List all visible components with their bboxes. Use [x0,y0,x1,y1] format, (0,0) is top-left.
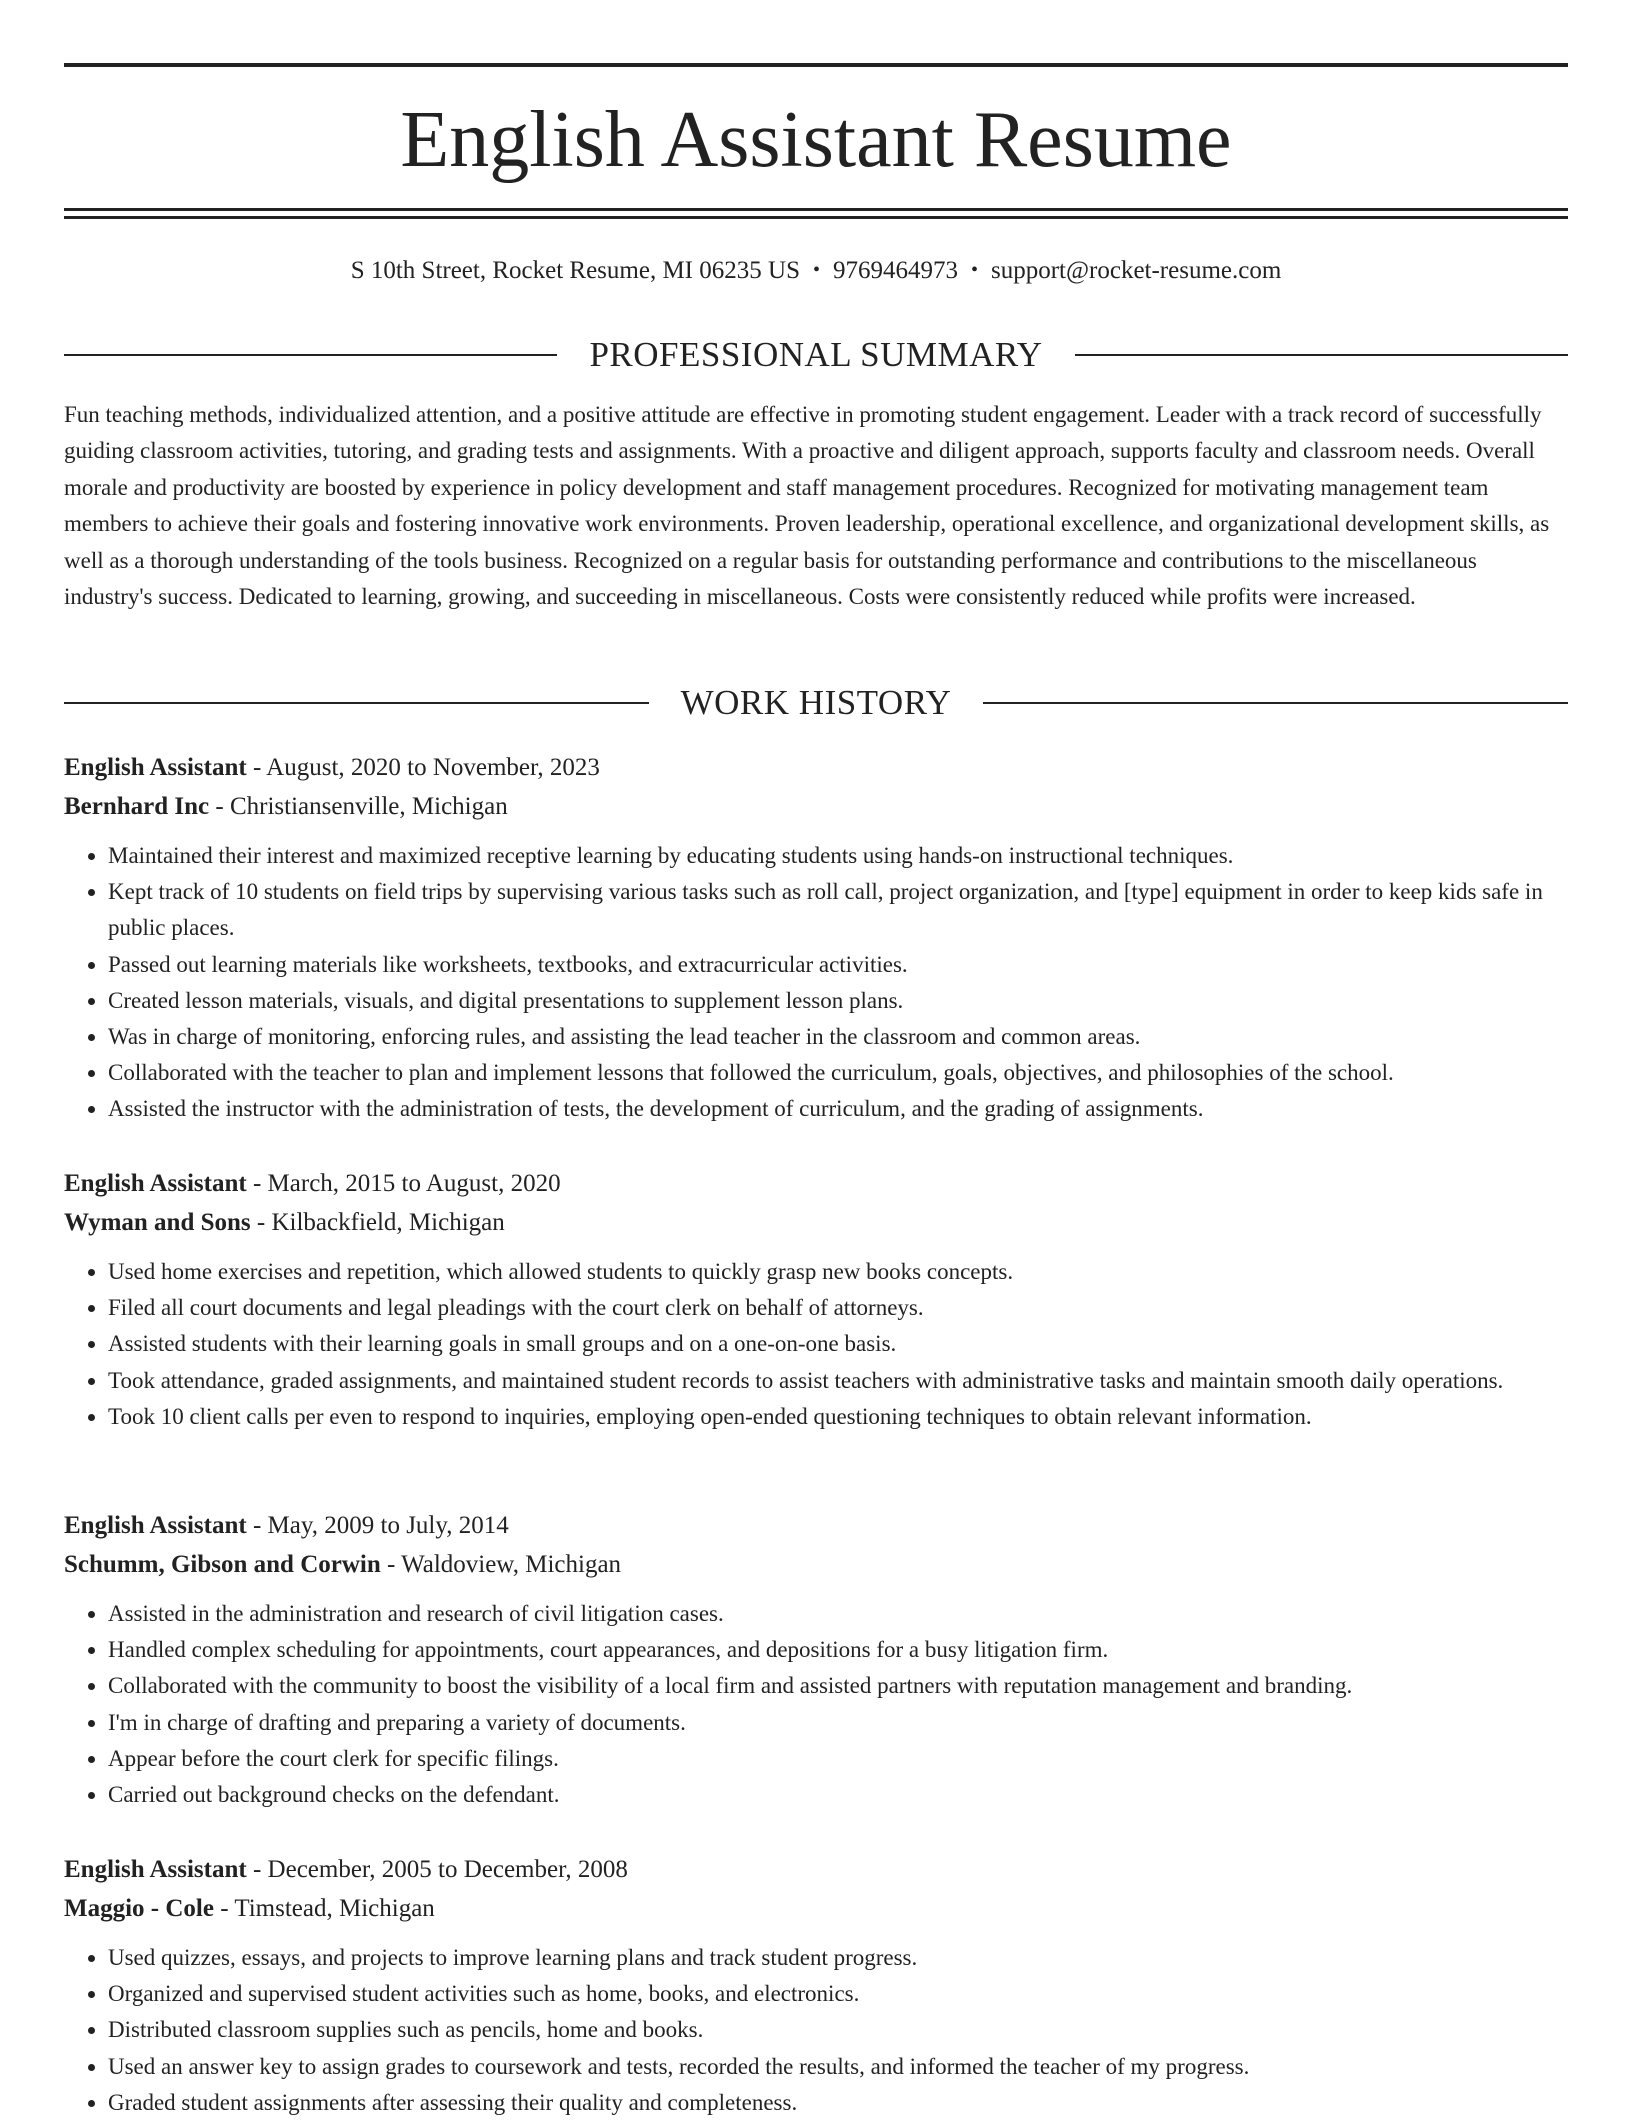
job-title-line [64,1164,1568,1203]
job-company: Wyman and Sons [64,1209,251,1236]
heading-rule-left [64,702,649,704]
heading-rule-right [1075,354,1568,356]
job-company: Maggio - Cole [64,1895,214,1922]
job-bullet: • Assisted the instructor with the administration of tests, the development of curriculum, and the grading of assignments. [108,1091,1568,1127]
job-company-line [64,1203,1568,1242]
job-bullet-list [64,838,1568,1128]
job-title-line [64,1850,1568,1889]
job-entry [64,748,1568,1128]
job-title: English Assistant [64,1856,247,1883]
job-company-line [64,1545,1568,1584]
job-bullet: • Appear before the court clerk for specific filings. [108,1741,1568,1777]
job-dates: - March, 2015 to August, 2020 [246,1170,561,1197]
work-history-heading [64,678,1568,728]
work-history-heading-label: WORK HISTORY [680,683,952,722]
job-title: English Assistant [64,754,247,781]
job-bullet: • Organized and supervised student activities such as home, books, and electronics. [108,1976,1568,2012]
job-title-line [64,1506,1568,1545]
job-bullet: • Kept track of 10 students on field trips by supervising various tasks such as roll call, project organization, and [type] equipment in order to keep kids safe in public places. [108,874,1568,946]
job-bullet: • Used quizzes, essays, and projects to improve learning plans and track student progress. [108,1940,1568,1976]
job-bullet: • Graded student assignments after assessing their quality and completeness. [108,2085,1568,2121]
job-bullet: • Collaborated with the teacher to plan and implement lessons that followed the curriculum, goals, objectives, and philosophies of the school. [108,1055,1568,1091]
job-location: - Waldoview, Michigan [380,1551,622,1578]
summary-heading-label: PROFESSIONAL SUMMARY [589,335,1043,374]
job-company-line [64,1889,1568,1928]
heading-rule-left [64,354,557,356]
job-bullet-list [64,1254,1568,1435]
job-entry [64,1164,1568,1435]
job-bullet: • I'm in charge of drafting and preparing a variety of documents. [108,1705,1568,1741]
job-title: English Assistant [64,1170,247,1197]
job-company-line [64,787,1568,826]
job-bullet: • Was in charge of monitoring, enforcing rules, and assisting the lead teacher in the classroom and common areas. [108,1019,1568,1055]
contact-line [64,253,1568,290]
job-bullet: • Distributed classroom supplies such as pencils, home and books. [108,2012,1568,2048]
job-bullet: • Assisted students with their learning goals in small groups and on a one-on-one basis. [108,1326,1568,1362]
job-bullet: • Filed all court documents and legal pleadings with the court clerk on behalf of attorneys. [108,1290,1568,1326]
job-bullet: • Passed out learning materials like worksheets, textbooks, and extracurricular activities. [108,947,1568,983]
contact-address: S 10th Street, Rocket Resume, MI 06235 US [350,257,800,284]
job-location: - Kilbackfield, Michigan [250,1209,505,1236]
page-title: English Assistant Resume [400,96,1232,184]
contact-email: support@rocket-resume.com [991,257,1282,284]
contact-separator: • [812,259,820,281]
job-bullet: • Took 10 client calls per even to respond to inquiries, employing open-ended questioning techniques to obtain relevant information. [108,1399,1568,1435]
job-location: - Christiansenville, Michigan [209,793,508,820]
summary-heading [64,330,1568,380]
job-bullet: • Used home exercises and repetition, which allowed students to quickly grasp new books concepts. [108,1254,1568,1290]
job-title: English Assistant [64,1512,247,1539]
job-bullet: • Collaborated with the community to boost the visibility of a local firm and assisted partners with reputation management and branding. [108,1668,1568,1704]
job-dates: - December, 2005 to December, 2008 [246,1856,628,1883]
contact-separator: • [970,259,978,281]
job-bullet: • Created lesson materials, visuals, and digital presentations to supplement lesson plans. [108,983,1568,1019]
job-bullet: • Assisted in the administration and research of civil litigation cases. [108,1596,1568,1632]
job-location: - Timstead, Michigan [213,1895,435,1922]
job-entry [64,1506,1568,1813]
job-bullet: • Used an answer key to assign grades to coursework and tests, recorded the results, and informed the teacher of my progress. [108,2049,1568,2085]
job-dates: - August, 2020 to November, 2023 [246,754,600,781]
summary-text: Fun teaching methods, individualized attention, and a positive attitude are effective in promoting student engagement. Leader with a track record of successfully guiding classroom activities, tutoring, and grading tests and assignments. With a proactive and diligent approach, supports faculty and classroom needs. Overall morale and productivity are boosted by experience in policy development and staff management procedures. Recognized for motivating management team members to achieve their goals and fostering innovative work environments. Proven leadership, operational excellence, and organizational development skills, as well as a thorough understanding of the tools business. Recognized on a regular basis for outstanding performance and contributions to the miscellaneous industry's success. Dedicated to learning, growing, and succeeding in miscellaneous. Costs were consistently reduced while profits were increased. [64,402,1550,610]
job-title-line [64,748,1568,787]
contact-phone: 9769464973 [832,257,958,284]
title-rule-upper [64,208,1568,211]
job-bullet-list [64,1596,1568,1813]
job-bullet: • Carried out background checks on the defendant. [108,1777,1568,1813]
job-company: Schumm, Gibson and Corwin [64,1551,381,1578]
job-dates: - May, 2009 to July, 2014 [246,1512,509,1539]
job-entry [64,1850,1568,2121]
title-rule-lower [64,216,1568,219]
heading-rule-right [983,702,1568,704]
job-bullet-list [64,1940,1568,2121]
job-bullet: • Took attendance, graded assignments, and maintained student records to assist teachers with administrative tasks and maintain smooth daily operations. [108,1363,1568,1399]
job-bullet: • Handled complex scheduling for appointments, court appearances, and depositions for a busy litigation firm. [108,1632,1568,1668]
top-rule [64,63,1568,67]
job-company: Bernhard Inc [64,793,210,820]
job-bullet: • Maintained their interest and maximized receptive learning by educating students using hands-on instructional techniques. [108,838,1568,874]
